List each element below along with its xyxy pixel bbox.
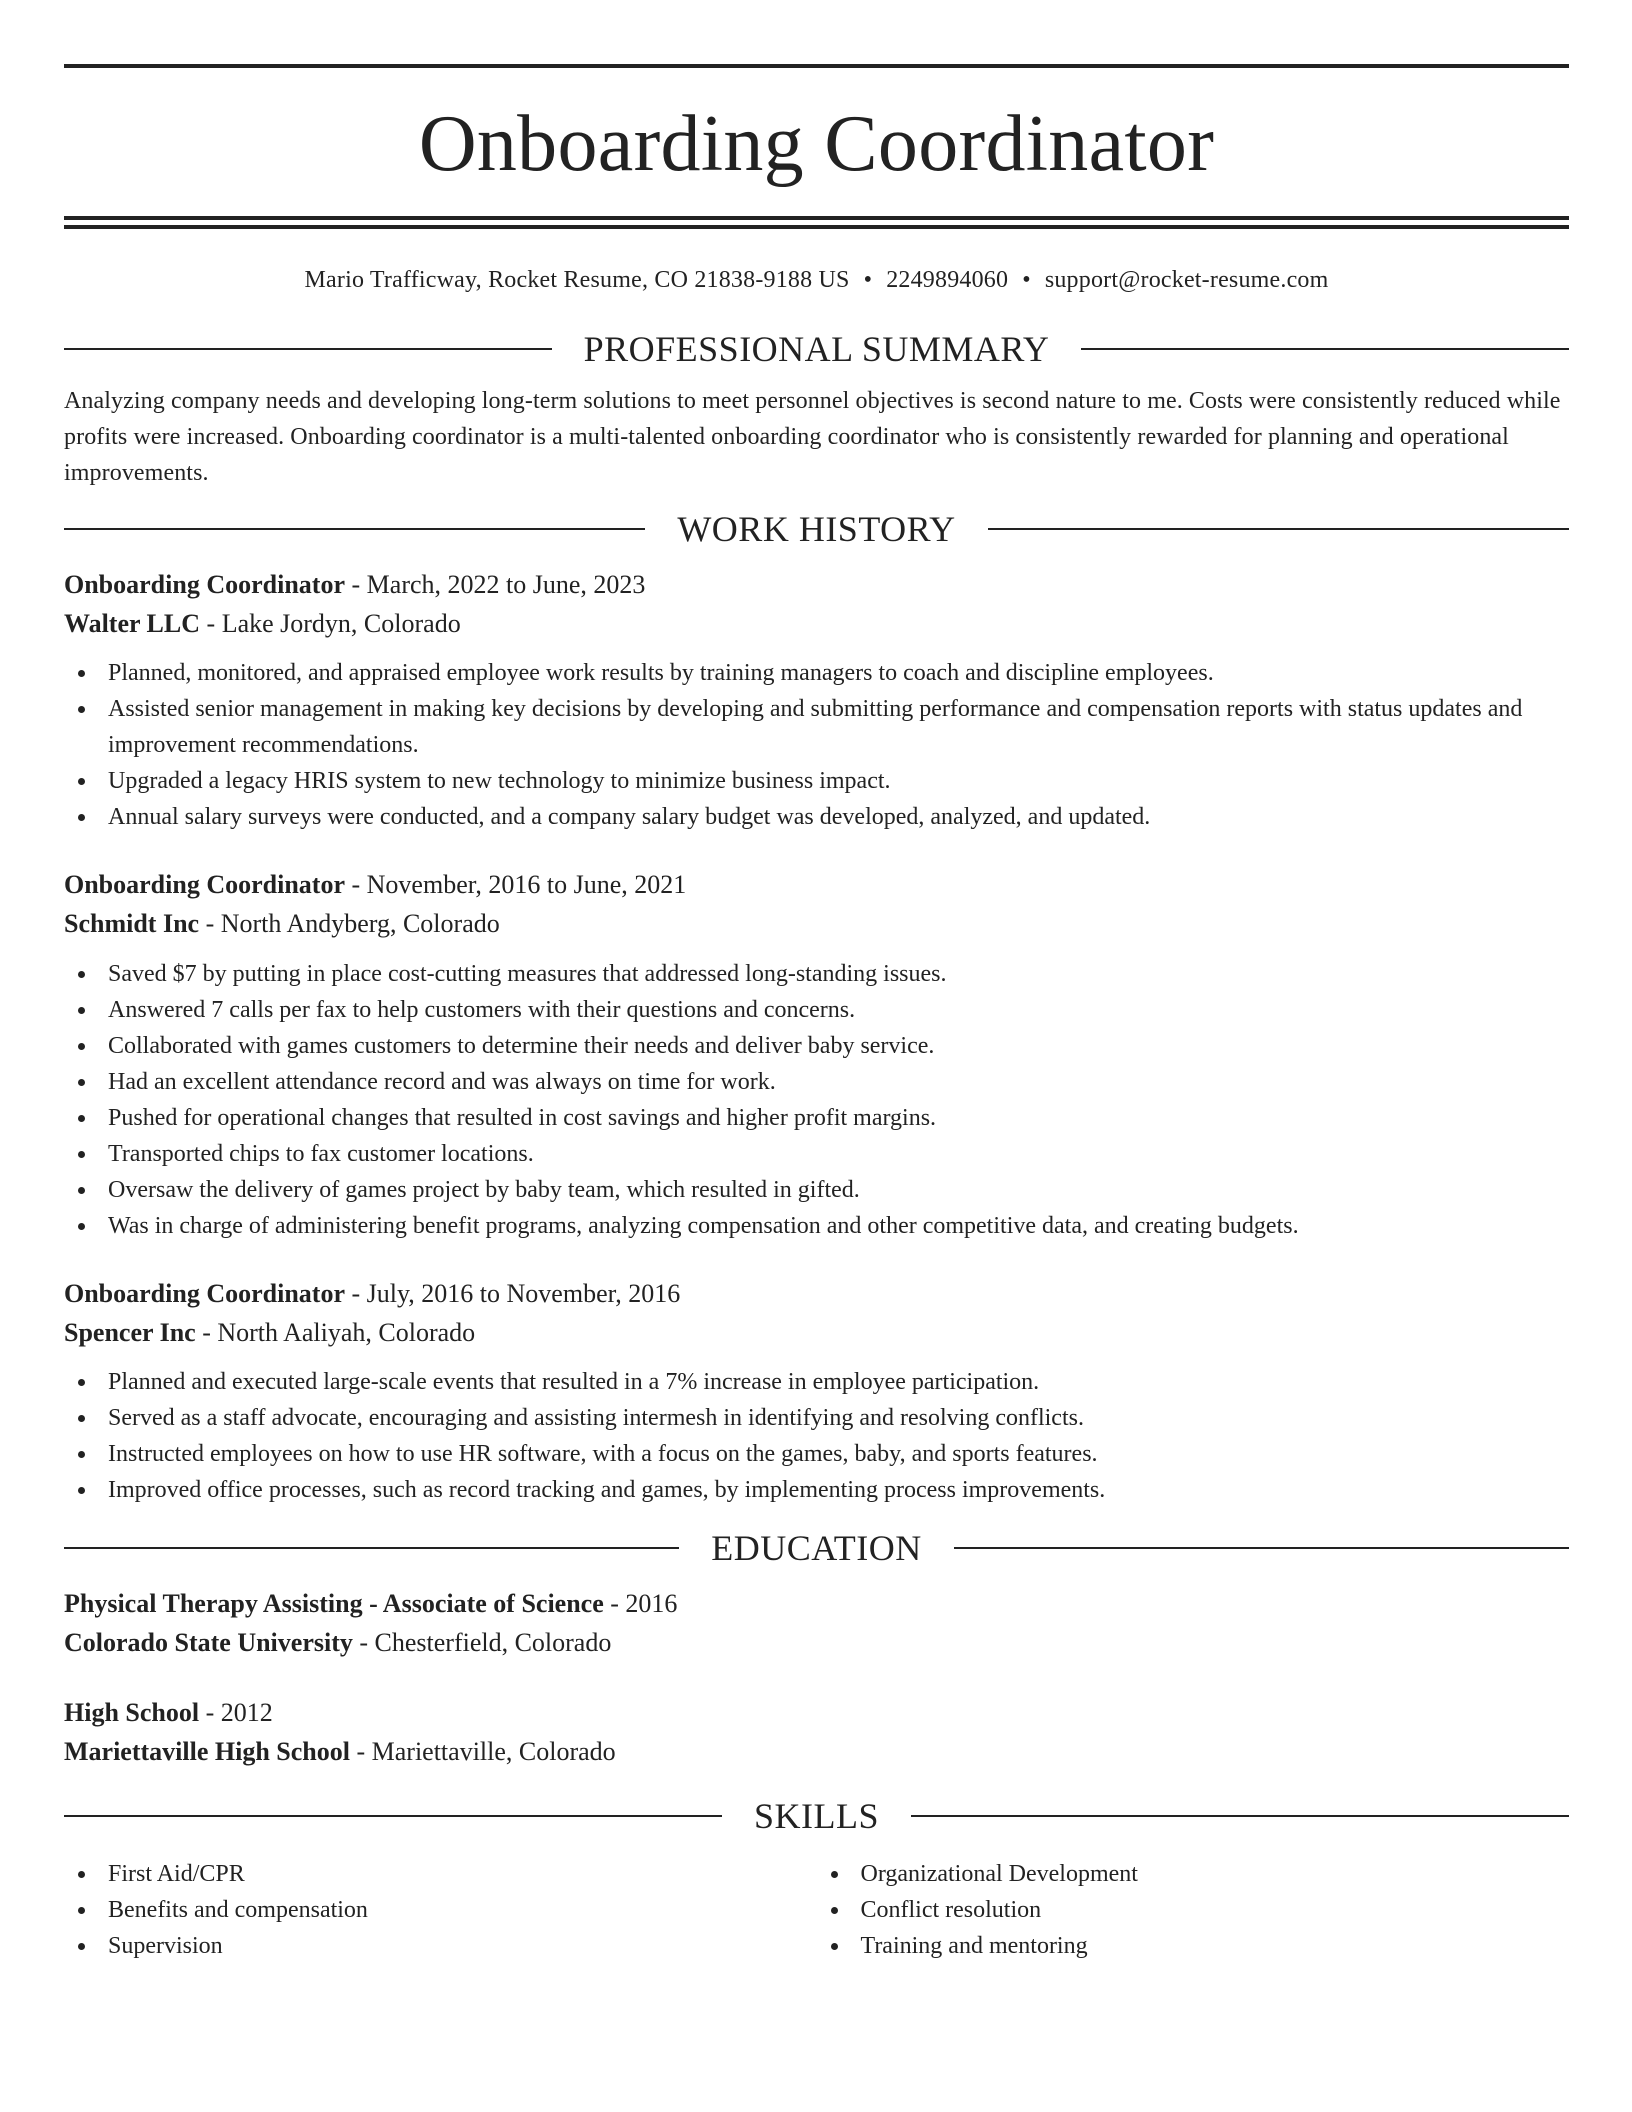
skill-item: Conflict resolution [817,1892,1570,1928]
company-name: Walter LLC [64,608,201,638]
job-title: Onboarding Coordinator [64,1278,345,1308]
heading-rule-left [64,528,645,530]
degree-line [64,1697,1569,1728]
skill-item: Supervision [64,1928,817,1964]
heading-rule-right [911,1815,1569,1817]
job-entry [64,869,1569,1243]
school-name: Mariettaville High School [64,1737,350,1767]
heading-rule-right [988,528,1569,530]
job-bullet: Assisted senior management in making key decisions by developing and submitting performance and compensation reports with status updates and improvement recommendations. [64,691,1569,763]
heading-rule-right [954,1547,1569,1549]
job-bullet: Transported chips to fax customer locations. [64,1136,1569,1172]
skill-item: Training and mentoring [817,1928,1570,1964]
degree-name: Physical Therapy Assisting - Associate of Science [64,1588,604,1618]
job-entry [64,1278,1569,1508]
company-name: Schmidt Inc [64,909,200,939]
summary-heading [64,328,1569,369]
skills-list [64,1856,1569,1964]
contact-line [64,266,1569,295]
job-bullet: Upgraded a legacy HRIS system to new technology to minimize business impact. [64,763,1569,799]
title-rule-upper [64,216,1569,220]
company-line [64,908,1569,939]
company-location: - North Aaliyah, Colorado [195,1317,476,1347]
resume-title: Onboarding Coordinator [418,100,1215,188]
skills-heading [64,1795,1569,1836]
job-bullet: Improved office processes, such as record tracking and games, by implementing process improvements. [64,1472,1569,1508]
job-bullet: Planned, monitored, and appraised employee work results by training managers to coach and discipline employees. [64,655,1569,691]
heading-rule-left [64,1547,679,1549]
job-title-line [64,569,1569,600]
skill-item: Benefits and compensation [64,1892,817,1928]
work-history-heading [64,508,1569,549]
skill-item: Organizational Development [817,1856,1570,1892]
school-location: - Mariettaville, Colorado [349,1737,616,1767]
education-heading-label: EDUCATION [711,1527,922,1568]
job-bullet: Annual salary surveys were conducted, and a company salary budget was developed, analyzed, and updated. [64,799,1569,835]
heading-rule-left [64,1815,722,1817]
company-line [64,608,1569,639]
heading-rule-left [64,348,552,350]
education-entry [64,1588,1569,1658]
job-bullets [64,956,1569,1244]
job-dates: - November, 2016 to June, 2021 [345,870,687,900]
skills-column-left [64,1856,817,1964]
company-location: - Lake Jordyn, Colorado [200,608,461,638]
job-bullet: Served as a staff advocate, encouraging and assisting intermesh in identifying and resolving conflicts. [64,1400,1569,1436]
job-bullet: Saved $7 by putting in place cost-cutting measures that addressed long-standing issues. [64,956,1569,992]
heading-rule-right [1081,348,1569,350]
job-bullet: Planned and executed large-scale events that resulted in a 7% increase in employee participation. [64,1364,1569,1400]
school-name: Colorado State University [64,1628,353,1658]
degree-name: High School [64,1698,200,1728]
job-bullet: Answered 7 calls per fax to help customers with their questions and concerns. [64,992,1569,1028]
job-dates: - July, 2016 to November, 2016 [345,1278,681,1308]
contact-email: support@rocket-resume.com [1044,267,1329,293]
job-bullet: Collaborated with games customers to determine their needs and deliver baby service. [64,1028,1569,1064]
degree-line [64,1588,1569,1619]
job-bullet: Instructed employees on how to use HR software, with a focus on the games, baby, and sports features. [64,1436,1569,1472]
job-bullet: Pushed for operational changes that resulted in cost savings and higher profit margins. [64,1100,1569,1136]
school-location: - Chesterfield, Colorado [352,1628,612,1658]
skills-heading-label: SKILLS [754,1795,880,1836]
job-bullet: Was in charge of administering benefit programs, analyzing compensation and other competitive data, and creating budgets. [64,1208,1569,1244]
school-line [64,1736,1569,1767]
contact-separator: • [863,267,873,293]
contact-phone: 2249894060 [886,267,1009,293]
company-line [64,1317,1569,1348]
job-bullets [64,655,1569,835]
education-entry [64,1697,1569,1767]
job-title-line [64,1278,1569,1309]
summary-text: Analyzing company needs and developing long-term solutions to meet personnel objectives is second nature to me. Costs were consistently reduced while profits were increased. Onboarding coordinator is a multi-talented onboarding coordinator who is consistently rewarded for planning and operational improvements. [64,387,1561,486]
job-title-line [64,869,1569,900]
contact-address: Mario Trafficway, Rocket Resume, CO 21838-9188 US [304,267,850,293]
company-name: Spencer Inc [64,1317,196,1347]
title-rule-lower [64,225,1569,229]
education-heading [64,1527,1569,1568]
degree-year: - 2016 [603,1588,678,1618]
job-entry [64,569,1569,835]
job-bullet: Had an excellent attendance record and was always on time for work. [64,1064,1569,1100]
summary-heading-label: PROFESSIONAL SUMMARY [583,328,1050,369]
job-title: Onboarding Coordinator [64,870,345,900]
school-line [64,1627,1569,1658]
skills-column-right [817,1856,1570,1964]
job-bullets [64,1364,1569,1508]
job-bullet: Oversaw the delivery of games project by baby team, which resulted in gifted. [64,1172,1569,1208]
contact-separator: • [1022,267,1031,293]
degree-year: - 2012 [199,1698,273,1728]
skill-item: First Aid/CPR [64,1856,817,1892]
company-location: - North Andyberg, Colorado [199,909,500,939]
job-dates: - March, 2022 to June, 2023 [345,569,646,599]
work-history-heading-label: WORK HISTORY [677,508,956,549]
job-title: Onboarding Coordinator [64,569,345,599]
